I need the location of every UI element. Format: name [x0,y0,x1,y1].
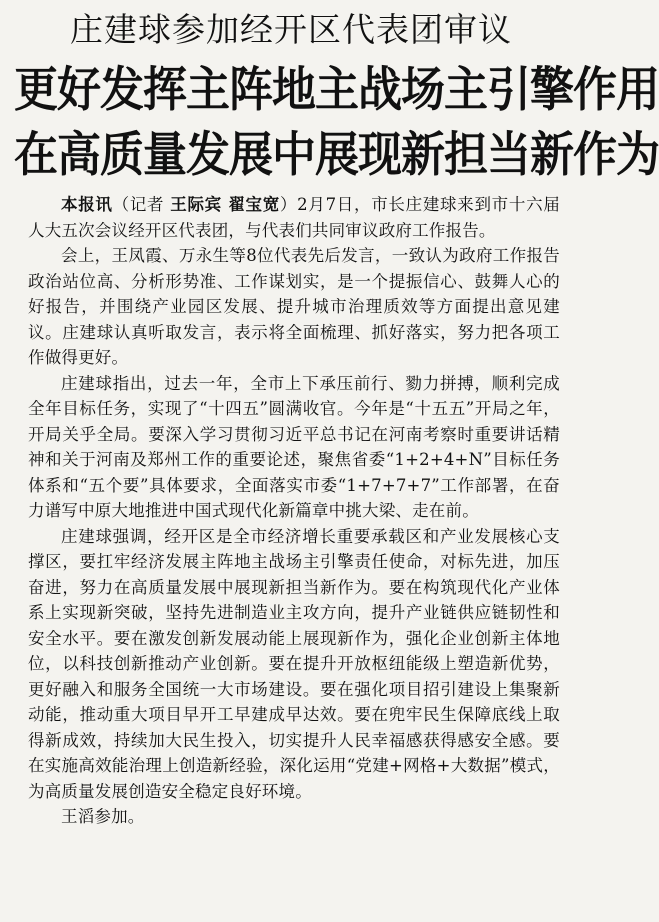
headline-line-2: 在高质量发展中展现新担当新作为 [14,127,659,184]
byline-close: ） [279,195,298,214]
lead-text: 2月7日，市长庄建球来到市十六届人大五次会议经开区代表团，与代表们共同审议政府工作报告。 [28,195,561,240]
lead-paragraph [28,192,560,243]
byline-open: （记者 [112,195,171,214]
dateline-label: 本报讯 [61,195,113,214]
paragraph: 会上，王凤霞、万永生等8位代表先后发言，一致认为政府工作报告政治站位高、分析形势准、工作谋划实，是一个提振信心、鼓舞人心的好报告，并围绕产业园区发展、提升城市治理质效等方面提出意见建议。庄建球认真听取发言，表示将全面梳理、抓好落实，努力把各项工作做得更好。 [28,246,560,367]
byline-reporters: 王际宾 翟宝宽 [170,195,280,214]
paragraph-attendee: 王滔参加。 [61,807,145,826]
kicker-title: 庄建球参加经开区代表团审议 [70,10,512,49]
headline-line-1: 更好发挥主阵地主战场主引擎作用 [14,62,659,119]
article-body [14,192,568,830]
paragraph: 庄建球强调，经开区是全市经济增长重要承载区和产业发展核心支撑区，要扛牢经济发展主阵地主战场主引擎责任使命，对标先进，加压奋进，努力在高质量发展中展现新担当新作为。要在构筑现代化产业体系上实现新突破，坚持先进制造业主攻方向，提升产业链供应链韧性和安全水平。要在激发创新发展动能上展现新作为，强化企业创新主体地位，以科技创新推动产业创新。要在提升开放枢纽能级上塑造新优势，更好融入和服务全国统一大市场建设。要在强化项目招引建设上集聚新动能，推动重大项目早开工早建成早达效。要在兜牢民生保障底线上取得新成效，持续加大民生投入，切实提升人民幸福感获得感安全感。要在实施高效能治理上创造新经验，深化运用“党建+网格+大数据”模式，为高质量发展创造安全稳定良好环境。 [28,526,560,801]
news-article [0,8,659,922]
paragraph: 庄建球指出，过去一年，全市上下承压前行、勠力拼搏，顺利完成全年目标任务，实现了“十四五”圆满收官。今年是“十五五”开局之年，开局关乎全局。要深入学习贯彻习近平总书记在河南考察时重要讲话精神和关于河南及郑州工作的重要论述，聚焦省委“1+2+4+N”目标任务体系和“五个要”具体要求，全面落实市委“1+7+7+7”工作部署，在奋力谱写中原大地推进中国式现代化新篇章中挑大梁、走在前。 [28,373,560,520]
